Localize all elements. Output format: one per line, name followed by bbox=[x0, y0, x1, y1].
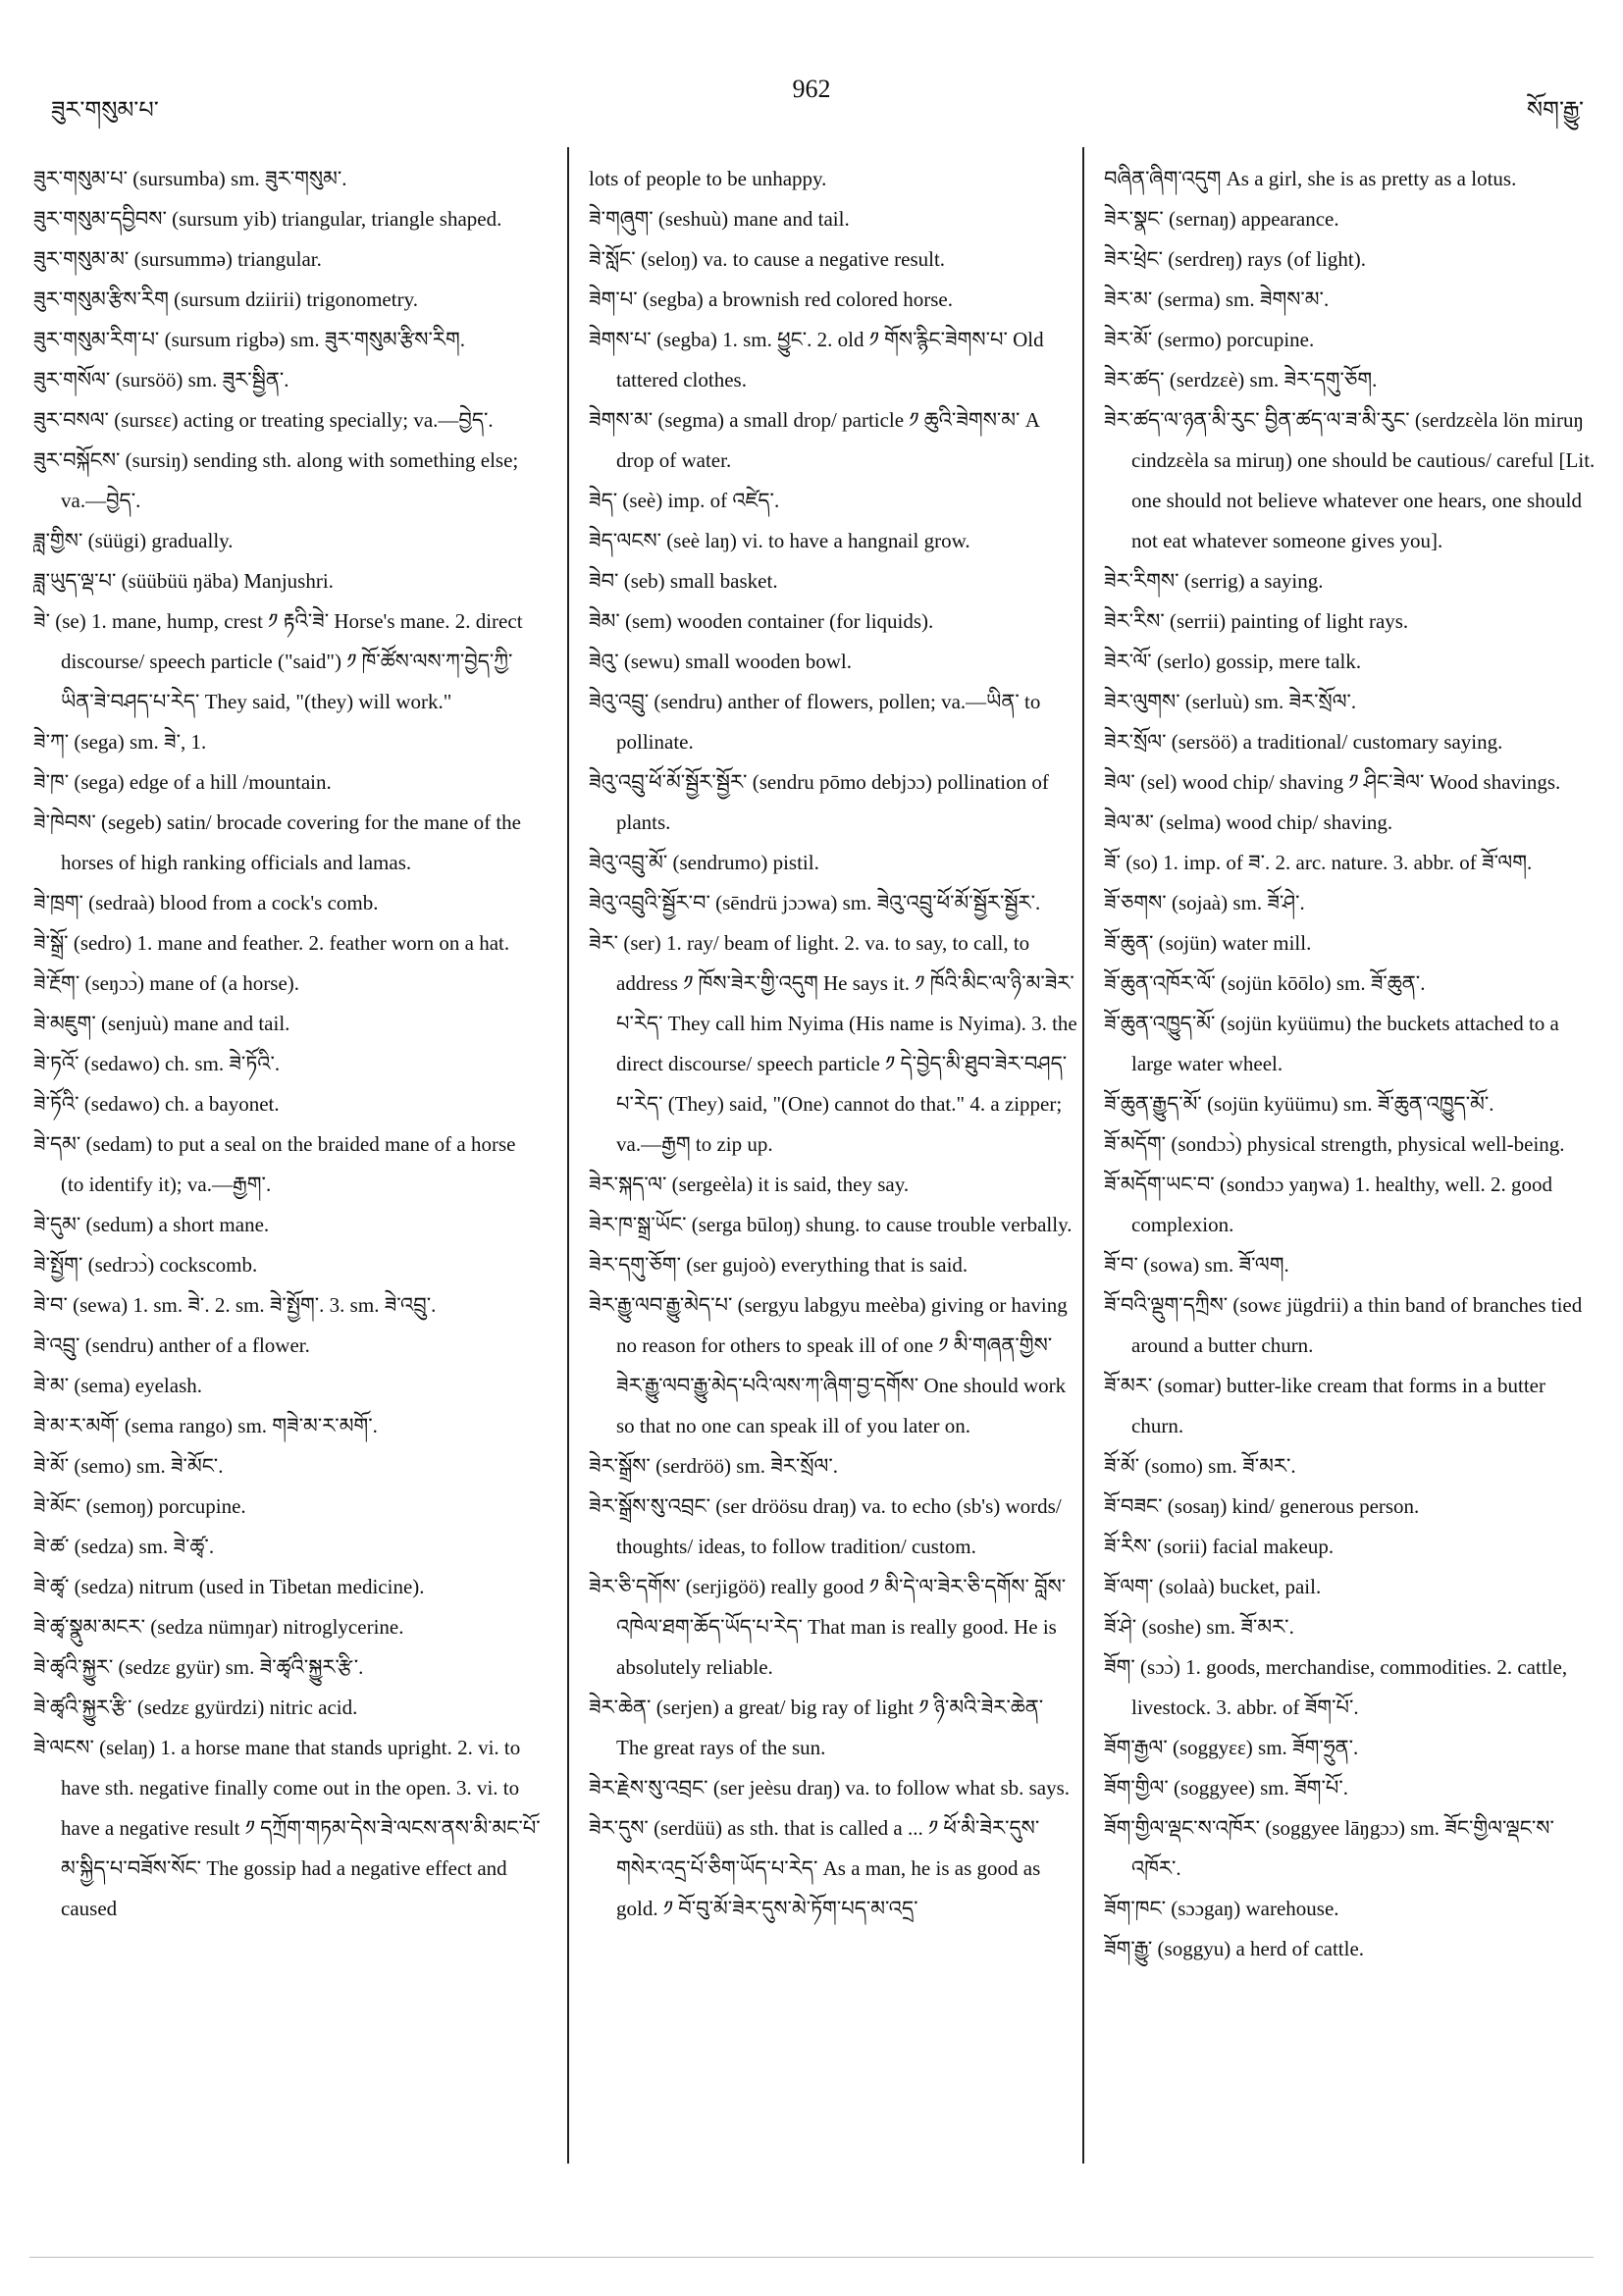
dictionary-entry: ཟེ་ཏའོ་ (sedawo) ch. sm. ཟེ་ཏོའི་. bbox=[33, 1052, 281, 1075]
dictionary-entry: ཟེད་ལངས་ (seè laŋ) vi. to have a hangnail grow. bbox=[589, 529, 970, 552]
dictionary-entry: ཟོ་མདོག་ཡང་བ་ (sondɔɔ yaŋwa) 1. healthy, well. 2. good complexion. bbox=[1104, 1173, 1553, 1236]
dictionary-entry: ཟེལ་མ་ (selma) wood chip/ shaving. bbox=[1104, 810, 1393, 834]
dictionary-entry: ཟེ་ཁ་ (sega) edge of a hill /mountain. bbox=[33, 770, 332, 794]
dictionary-entry: ཟེ་དམ་ (sedam) to put a seal on the braided mane of a horse (to identify it); va.—རྒྱག་. bbox=[33, 1132, 516, 1196]
dictionary-entry: ཟེར་རྗེས་སུ་འབྲང་ (ser jeèsu draŋ) va. to follow what sb. says. bbox=[589, 1776, 1071, 1800]
dictionary-entry: ཟོག་རྒྱལ་ (soggyεε) sm. ཟོག་ཧྲུན་. bbox=[1104, 1736, 1359, 1759]
dictionary-entry: ཟེ་ཚྭའི་སྐྱུར་རྩི་ (sedzε gyürdzi) nitric acid. bbox=[33, 1696, 358, 1719]
dictionary-entry: ཟེར་ཆེན་ (serjen) a great/ big ray of light ༡ ཉི་མའི་ཟེར་ཆེན་ The great rays of the sun. bbox=[589, 1696, 1044, 1759]
dictionary-entry: ཟེར་རིགས་ (serrig) a saying. bbox=[1104, 569, 1324, 593]
dictionary-entry: ཟེར་སྲོལ་ (sersöö) a traditional/ customary saying. bbox=[1104, 730, 1503, 754]
dictionary-entry: ཟེ་ཏོའི་ (sedawo) ch. a bayonet. bbox=[33, 1092, 280, 1116]
dictionary-entry: ཟེའུ་འབྲུ་ (sendru) anther of flowers, pollen; va.—ཡིན་ to pollinate. bbox=[589, 690, 1041, 754]
dictionary-entry: ཟོ་བའི་ལྡུག་དཀྲིས་ (sowε jügdrii) a thin band of branches tied around a butter churn. bbox=[1104, 1293, 1583, 1357]
dictionary-entry: ཟེ་མ་ར་མགོ་ (sema rango) sm. གཟེ་མ་ར་མགོ་. bbox=[33, 1414, 378, 1437]
dictionary-entry: ཟེབ་ (seb) small basket. bbox=[589, 569, 778, 593]
dictionary-entry: ཟེའུ་འབྲུ་ཕོ་མོ་སྦྱོར་སྦྱོར་ (sendru pōmo debjɔɔ) pollination of plants. bbox=[589, 770, 1049, 834]
dictionary-entry: ཟེ་ཚྭ་ (sedza) nitrum (used in Tibetan medicine). bbox=[33, 1575, 425, 1598]
dictionary-entry: ཟེ་འབྲུ་ (sendru) anther of a flower. bbox=[33, 1333, 310, 1357]
dictionary-entry: ཟེར་སྒྲོས་ (serdröö) sm. ཟེར་སྲོལ་. bbox=[589, 1454, 839, 1478]
dictionary-entry: ཟེ་སློང་ (seloŋ) va. to cause a negative result. bbox=[589, 247, 946, 271]
dictionary-entry: ཟོ་མར་ (somar) butter-like cream that forms in a butter churn. bbox=[1104, 1374, 1545, 1437]
dictionary-entry: ཟོག་གྱིལ་ལྡང་ས་འཁོར་ (soggyee lāŋgɔɔ) sm. ཟོང་གྱིལ་ལྡང་ས་འཁོར་. bbox=[1104, 1816, 1554, 1880]
dictionary-entry: བཞིན་ཞིག་འདུག As a girl, she is as pretty as a lotus. bbox=[1104, 167, 1517, 190]
dictionary-entry: ཟེ་ལངས་ (selaŋ) 1. a horse mane that stands upright. 2. vi. to have sth. negative finally come out in the open. 3. vi. to have a negative result ༡ དཀྲོག་གཏམ་དེས་ཟེ་ལངས་ནས་མི་མང་པོ་མ་སྐྱིད་པ་བཟོས་སོང་ The gossip had a negative effect and caused bbox=[33, 1736, 541, 1920]
dictionary-entry: ཟེར་རིས་ (serrii) painting of light rays. bbox=[1104, 609, 1409, 633]
dictionary-entry: ཟེ་བ་ (sewa) 1. sm. ཟེ་. 2. sm. ཟེ་སྤྱོག་. 3. sm. ཟེ་འབྲུ་. bbox=[33, 1293, 437, 1317]
dictionary-entry: ཟོ་མདོག་ (sondɔɔ̀) physical strength, physical well-being. bbox=[1104, 1132, 1565, 1156]
dictionary-entry: ཟེ་ཁྲག་ (sedraà) blood from a cock's comb. bbox=[33, 891, 379, 914]
dictionary-entry: ཟེ་སྤྱོག་ (sedrɔɔ̀) cockscomb. bbox=[33, 1253, 258, 1277]
dictionary-entry: ཟོ་བཟང་ (sosaŋ) kind/ generous person. bbox=[1104, 1494, 1420, 1518]
dictionary-entry: ཟུར་གསུམ་པ་ (sursumba) sm. ཟུར་གསུམ་. bbox=[33, 167, 347, 190]
dictionary-entry: ཟེག་པ་ (segba) a brownish red colored horse. bbox=[589, 287, 953, 311]
page-header bbox=[0, 69, 1623, 128]
dictionary-entry: ཟེ་ཚྭའི་སྐྱུར་ (sedzε gyür) sm. ཟེ་ཚྭའི་སྐྱུར་རྩི་. bbox=[33, 1655, 364, 1679]
dictionary-entry: ཟེ་ཁེབས་ (segeb) satin/ brocade covering for the mane of the horses of high ranking officials and lamas. bbox=[33, 810, 521, 874]
dictionary-entry: ཟེགས་མ་ (segma) a small drop/ particle ༡ ཆུའི་ཟེགས་མ་ A drop of water. bbox=[589, 408, 1039, 472]
dictionary-entry: ཟེར་ལུགས་ (serluù) sm. ཟེར་སྲོལ་. bbox=[1104, 690, 1357, 713]
dictionary-entry: ཟོ་བ་ (sowa) sm. ཟོ་ལག. bbox=[1104, 1253, 1289, 1277]
dictionary-entry: ཟེ་ཚྭ་སྣུམ་མངར་ (sedza nümŋar) nitroglycerine. bbox=[33, 1615, 404, 1639]
dictionary-entry: ཟེར་ལོ་ (serlo) gossip, mere talk. bbox=[1104, 650, 1362, 673]
dictionary-entry: ཟུར་གསུམ་རྩིས་རིག (sursum dziirii) trigonometry. bbox=[33, 287, 418, 311]
dictionary-entry: ཟེ་གཞུག་ (seshuù) mane and tail. bbox=[589, 207, 850, 231]
dictionary-entry: ཟེར་མ་ (serma) sm. ཟེགས་མ་. bbox=[1104, 287, 1330, 311]
dictionary-entry: ཟེར་དུས་ (serdüü) as sth. that is called a ... ༡ ཕོ་མི་ཟེར་དུས་གསེར་འདྲ་པོ་ཅིག་ཡོད་པ་རེད་ As a man, he is as good as gold. ༡ བོ་བུ་མོ་ཟེར་དུས་མེ་ཏོག་པད་མ་འདྲ་ bbox=[589, 1816, 1041, 1920]
dictionary-entry: ཟེམ་ (sem) wooden container (for liquids). bbox=[589, 609, 934, 633]
dictionary-entry: ཟེལ་ (sel) wood chip/ shaving ༡ ཤིང་ཟེལ་ Wood shavings. bbox=[1104, 770, 1561, 794]
dictionary-entry: ཟེ་མཇུག་ (senjuù) mane and tail. bbox=[33, 1012, 290, 1035]
dictionary-entry: ཟུར་བསལ་ (sursεε) acting or treating specially; va.—བྱེད་. bbox=[33, 408, 494, 432]
dictionary-entry: ཟེར་དགུ་ཅོག་ (ser gujoò) everything that is said. bbox=[589, 1253, 969, 1277]
dictionary-entry: ཟོག་ (sɔɔ̀) 1. goods, merchandise, commodities. 2. cattle, livestock. 3. abbr. of ཟོག་པོ་. bbox=[1104, 1655, 1568, 1719]
dictionary-entry: ཟེ་ཚ་ (sedza) sm. ཟེ་ཚྭ་. bbox=[33, 1535, 215, 1558]
dictionary-entry: ཟེར་སྐད་ལ་ (sergeèla) it is said, they say. bbox=[589, 1173, 910, 1196]
dictionary-entry: ཟོ་ཆུན་རྒྱུད་མོ་ (sojün kyüümu) sm. ཟོ་ཆུན་འཁྱུད་མོ་. bbox=[1104, 1092, 1494, 1116]
dictionary-entry: ཟེ་སྒྲོ་ (sedro) 1. mane and feather. 2. feather worn on a hat. bbox=[33, 931, 510, 955]
dictionary-entry: ཟེ་མོང་ (semoŋ) porcupine. bbox=[33, 1494, 246, 1518]
dictionary-entry: ཟེར་སྒྲོས་སུ་འབྲང་ (ser dröösu draŋ) va. to echo (sb's) words/ thoughts/ ideas, to follow tradition/ custom. bbox=[589, 1494, 1062, 1558]
bottom-border bbox=[29, 2257, 1594, 2258]
dictionary-entry: ཟེར་ཁ་སྒྲ་ཡོང་ (serga būloŋ) shung. to cause trouble verbally. bbox=[589, 1213, 1073, 1236]
page-number: 962 bbox=[792, 75, 831, 103]
dictionary-entry: ཟླ་ཡུད་ལྡ་པ་ (süübüü ŋäba) Manjushri. bbox=[33, 569, 334, 593]
dictionary-entry: ཟེ་དུམ་ (sedum) a short mane. bbox=[33, 1213, 270, 1236]
dictionary-entry: ཟོ་ (so) 1. imp. of ཟ་. 2. arc. nature. 3. abbr. of ཟོ་ལག. bbox=[1104, 851, 1533, 874]
dictionary-entry: ཟེར་སྣང་ (sernaŋ) appearance. bbox=[1104, 207, 1339, 231]
dictionary-entry: ཟོ་མོ་ (somo) sm. ཟོ་མར་. bbox=[1104, 1454, 1296, 1478]
dictionary-entry: ཟེར་ཅི་དགོས་ (serjigöö) really good ༡ མི་དེ་ལ་ཟེར་ཅི་དགོས་ བློས་འཁེལ་ཐག་ཆོད་ཡོད་པ་རེད་ That man is really good. He is absolutely reliable. bbox=[589, 1575, 1067, 1679]
right-guide-word: སོག་རྒྱུ་ bbox=[1526, 98, 1584, 124]
dictionary-entry: ཟོག་རྒྱུ་ (soggyu) a herd of cattle. bbox=[1104, 1937, 1365, 1960]
dictionary-entry: ཟེར་ཚད་ (serdzεè) sm. ཟེར་དགུ་ཅོག. bbox=[1104, 368, 1378, 391]
dictionary-column-1 bbox=[33, 159, 544, 2161]
dictionary-entry: ཟེའུ་ (sewu) small wooden bowl. bbox=[589, 650, 853, 673]
dictionary-entry: ཟེར་རྒྱུ་ལབ་རྒྱུ་མེད་པ་ (sergyu labgyu meèba) giving or having no reason for others to speak ill of one ༡ མི་གཞན་གྱིས་ཟེར་རྒྱུ་ལབ་རྒྱུ་མེད་པའི་ལས་ཀ་ཞིག་བྱ་དགོས་ One should work so that no one can speak ill of you later on. bbox=[589, 1293, 1068, 1437]
dictionary-entry: ཟུར་གསུམ་རིག་པ་ (sursum rigbə) sm. ཟུར་གསུམ་རྩིས་རིག. bbox=[33, 328, 466, 351]
left-guide-word: ཟུར་གསུམ་པ་ bbox=[51, 98, 159, 124]
dictionary-entry: ཟླ་གྱིས་ (süügi) gradually. bbox=[33, 529, 234, 552]
dictionary-entry: ཟོག་གྱིལ་ (soggyee) sm. ཟོག་པོ་. bbox=[1104, 1776, 1348, 1800]
dictionary-entry: ཟུར་བསྐོངས་ (sursiŋ) sending sth. along with something else; va.—བྱེད་. bbox=[33, 448, 519, 512]
dictionary-entry: ཟོ་ཆུན་འཁོར་ལོ་ (sojün kōōlo) sm. ཟོ་ཆུན་. bbox=[1104, 971, 1426, 995]
dictionary-entry: ཟེ་ (se) 1. mane, hump, crest ༡ རྟའི་ཟེ་ Horse's mane. 2. direct discourse/ speech particle ("said") ༡ ཁོ་ཚོས་ལས་ཀ་བྱེད་ཀྱི་ཡིན་ཟེ་བཤད་པ་རེད་ They said, "(they) will work." bbox=[33, 609, 523, 713]
dictionary-entry: ཟུར་གསུམ་མ་ (sursummə) triangular. bbox=[33, 247, 322, 271]
dictionary-entry: lots of people to be unhappy. bbox=[589, 167, 827, 190]
dictionary-column-2 bbox=[589, 159, 1079, 2161]
column-divider bbox=[1082, 147, 1084, 2164]
dictionary-entry: ཟེའུ་འབྲུའི་སྦྱོར་བ་ (sēndrü jɔɔwa) sm. ཟེའུ་འབྲུ་ཕོ་མོ་སྦྱོར་སྦྱོར་. bbox=[589, 891, 1041, 914]
dictionary-entry: ཟེ་རྔོག་ (seŋɔɔ̀) mane of (a horse). bbox=[33, 971, 300, 995]
dictionary-entry: ཟེར་ཕྲེང་ (serdreŋ) rays (of light). bbox=[1104, 247, 1366, 271]
dictionary-entry: ཟོ་ཆུན་འཁྱུད་མོ་ (sojün kyüümu) the buckets attached to a large water wheel. bbox=[1104, 1012, 1559, 1075]
dictionary-entry: ཟེར་ (ser) 1. ray/ beam of light. 2. va. to say, to call, to address ༡ ཁོས་ཟེར་གྱི་འདུག He says it. ༡ ཁོའི་མིང་ལ་ཉི་མ་ཟེར་པ་རེད་ They call him Nyima (His name is Nyima). 3. the direct discourse/ speech particle ༡ དེ་བྱེད་མི་ཐུབ་ཟེར་བཤད་པ་རེད་ (They) said, "(One) cannot do that." 4. a zipper; va.—རྒྱག to zip up. bbox=[589, 931, 1077, 1156]
column-divider bbox=[567, 147, 569, 2164]
dictionary-entry: ཟོ་ཤེ་ (soshe) sm. ཟོ་མར་. bbox=[1104, 1615, 1294, 1639]
dictionary-entry: ཟུར་གསོལ་ (sursöö) sm. ཟུར་སྦྱིན་. bbox=[33, 368, 289, 391]
dictionary-entry: ཟེར་མོ་ (sermo) porcupine. bbox=[1104, 328, 1315, 351]
dictionary-entry: ཟོག་ཁང་ (sɔɔgaŋ) warehouse. bbox=[1104, 1897, 1339, 1920]
dictionary-entry: ཟེ་མོ་ (semo) sm. ཟེ་མོང་. bbox=[33, 1454, 224, 1478]
dictionary-column-3 bbox=[1104, 159, 1599, 2161]
dictionary-entry: ཟེའུ་འབྲུ་མོ་ (sendrumo) pistil. bbox=[589, 851, 819, 874]
dictionary-entry: ཟོ་ལག་ (solaà) bucket, pail. bbox=[1104, 1575, 1322, 1598]
dictionary-entry: ཟེར་ཚད་ལ་ཉན་མི་རུང་ བྱིན་ཚད་ལ་ཟ་མི་རུང་ (serdzεèla lön miruŋ cindzεèla sa miruŋ) one should be cautious/ careful [Lit. one should not believe whatever one hears, one should not eat whatever someone gives you]. bbox=[1104, 408, 1596, 552]
dictionary-entry: ཟེ་ཀ་ (sega) sm. ཟེ་, 1. bbox=[33, 730, 207, 754]
dictionary-entry: ཟུར་གསུམ་དབྱིབས་ (sursum yib) triangular, triangle shaped. bbox=[33, 207, 502, 231]
dictionary-entry: ཟོ་ཅགས་ (sojaà) sm. ཟོ་ཤེ་. bbox=[1104, 891, 1305, 914]
dictionary-entry: ཟེགས་པ་ (segba) 1. sm. ཕྱུང་. 2. old ༡ གོས་རྙིང་ཟེགས་པ་ Old tattered clothes. bbox=[589, 328, 1044, 391]
dictionary-entry: ཟོ་རིས་ (sorii) facial makeup. bbox=[1104, 1535, 1335, 1558]
dictionary-entry: ཟོ་ཆུན་ (sojün) water mill. bbox=[1104, 931, 1312, 955]
dictionary-entry: ཟེད་ (seè) imp. of འཛེད་. bbox=[589, 489, 780, 512]
dictionary-entry: ཟེ་མ་ (sema) eyelash. bbox=[33, 1374, 202, 1397]
